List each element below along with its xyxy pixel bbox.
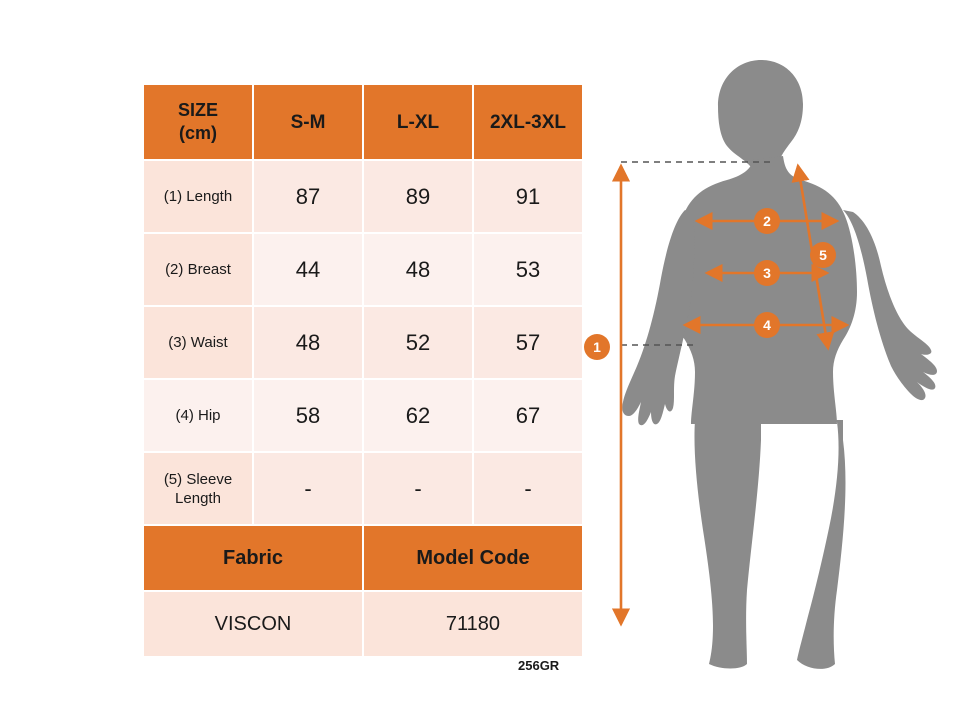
cell-waist-lxl: 52 bbox=[363, 306, 473, 379]
row-label-sleeve-length bbox=[143, 452, 253, 525]
measure-badge-sleeve: 5 bbox=[810, 242, 836, 268]
fabric-weight-note: 256GR bbox=[518, 658, 560, 673]
row-label-length: (1) Length bbox=[143, 160, 253, 233]
cell-breast-sm: 44 bbox=[253, 233, 363, 306]
row-label-sleeve-line1: (5) Sleeve bbox=[163, 470, 233, 488]
cell-waist-sm: 48 bbox=[253, 306, 363, 379]
table-header-row bbox=[143, 84, 583, 160]
header-model-code: Model Code bbox=[363, 525, 583, 591]
table-footer-value-row bbox=[143, 591, 583, 657]
cell-sleeve-lxl: - bbox=[363, 452, 473, 525]
model-figure-diagram bbox=[575, 20, 965, 710]
header-size-lxl: L-XL bbox=[363, 84, 473, 160]
row-label-breast: (2) Breast bbox=[143, 233, 253, 306]
cell-sleeve-2xl3xl: - bbox=[473, 452, 583, 525]
header-size-cm bbox=[143, 84, 253, 160]
value-fabric: VISCON bbox=[143, 591, 363, 657]
size-chart-table bbox=[142, 83, 584, 658]
table-row bbox=[143, 160, 583, 233]
header-size-sm: S-M bbox=[253, 84, 363, 160]
header-size-2xl3xl: 2XL-3XL bbox=[473, 84, 583, 160]
row-label-hip: (4) Hip bbox=[143, 379, 253, 452]
row-label-sleeve-line2: Length bbox=[175, 489, 221, 507]
table-footer-header-row bbox=[143, 525, 583, 591]
cell-waist-2xl3xl: 57 bbox=[473, 306, 583, 379]
header-size-line1: SIZE bbox=[177, 100, 218, 120]
cell-length-2xl3xl: 91 bbox=[473, 160, 583, 233]
cell-hip-2xl3xl: 67 bbox=[473, 379, 583, 452]
female-silhouette-svg bbox=[575, 20, 965, 710]
value-model-code: 71180 bbox=[363, 591, 583, 657]
measure-badge-breast: 2 bbox=[754, 208, 780, 234]
header-fabric: Fabric bbox=[143, 525, 363, 591]
table-row bbox=[143, 452, 583, 525]
measure-badge-waist: 3 bbox=[754, 260, 780, 286]
cell-breast-lxl: 48 bbox=[363, 233, 473, 306]
cell-sleeve-sm: - bbox=[253, 452, 363, 525]
cell-length-sm: 87 bbox=[253, 160, 363, 233]
table-row bbox=[143, 306, 583, 379]
measure-badge-hip: 4 bbox=[754, 312, 780, 338]
cell-hip-lxl: 62 bbox=[363, 379, 473, 452]
table-row bbox=[143, 233, 583, 306]
header-size-line2: (cm) bbox=[178, 123, 217, 143]
silhouette-body bbox=[622, 60, 937, 669]
table-row bbox=[143, 379, 583, 452]
cell-length-lxl: 89 bbox=[363, 160, 473, 233]
cell-hip-sm: 58 bbox=[253, 379, 363, 452]
measure-badge-length: 1 bbox=[584, 334, 610, 360]
cell-breast-2xl3xl: 53 bbox=[473, 233, 583, 306]
row-label-waist: (3) Waist bbox=[143, 306, 253, 379]
